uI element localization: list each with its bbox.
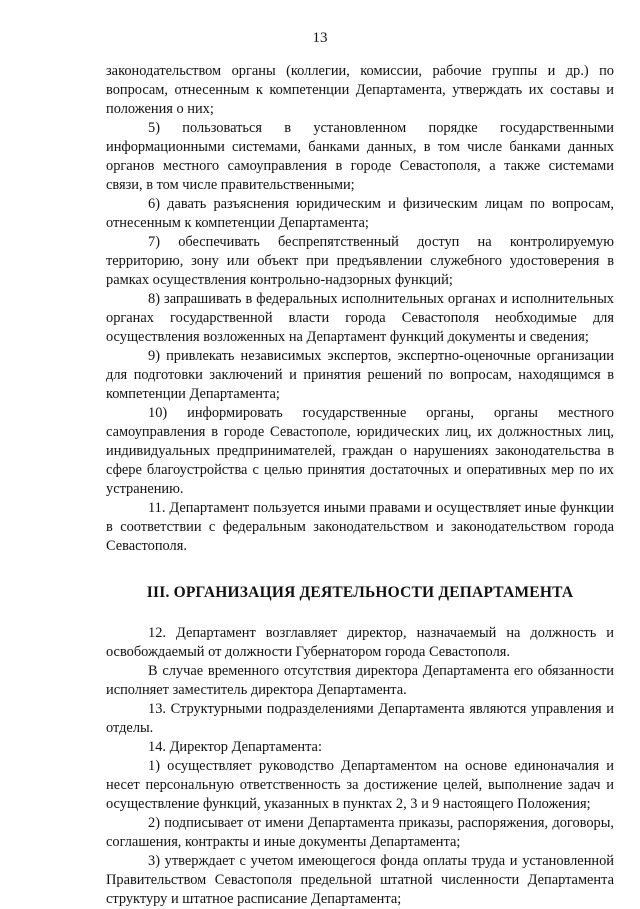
paragraph: В случае временного отсутствия директора Департамента его обязанности исполняет заместитель директора Департамента.	[106, 663, 614, 698]
paragraph: 8) запрашивать в федеральных исполнительных органах и исполнительных органах государственной власти города Севастополя необходимые для осуществления возложенных на Департамент функций документы и сведения;	[106, 291, 614, 345]
paragraph: 3) утверждает с учетом имеющегося фонда оплаты труда и установленной Правительством Севастополя предельной штатной численности Департамента структуру и штатное расписание Департамента;	[106, 853, 614, 907]
paragraph: 7) обеспечивать беспрепятственный доступ на контролируемую территорию, зону или объект при предъявлении служебного удостоверения в рамках осуществления контрольно-надзорных функций;	[106, 234, 614, 288]
section-heading: III. ОРГАНИЗАЦИЯ ДЕЯТЕЛЬНОСТИ ДЕПАРТАМЕНТА	[146, 584, 574, 601]
paragraph: 11. Департамент пользуется иными правами и осуществляет иные функции в соответствии с федеральным законодательством и законодательством города Севастополя.	[106, 500, 614, 554]
paragraph: 5) пользоваться в установленном порядке государственными информационными системами, банками данных, в том числе банками данных органов местного самоуправления в городе Севастополя, а также системами связи, в том числе правительственными;	[106, 120, 614, 193]
document-body	[106, 62, 614, 909]
paragraph: 12. Департамент возглавляет директор, назначаемый на должность и освобождаемый от должности Губернатором города Севастополя.	[106, 625, 614, 660]
paragraph: 10) информировать государственные органы, органы местного самоуправления в городе Севастополе, юридических лиц, их должностных лиц, индивидуальных предпринимателей, граждан о нарушениях законодательства в сфере благоустройства с целью принятия достаточных и оперативных мер по их устранению.	[106, 405, 614, 497]
paragraph: 14. Директор Департамента:	[148, 739, 322, 755]
paragraph: 2) подписывает от имени Департамента приказы, распоряжения, договоры, соглашения, контракты и иные документы Департамента;	[106, 815, 614, 850]
page-number: 13	[312, 30, 328, 46]
paragraph: законодательством органы (коллегии, комиссии, рабочие группы и др.) по вопросам, отнесенным к компетенции Департамента, утверждать их составы и положения о них;	[106, 63, 614, 117]
paragraph: 13. Структурными подразделениями Департамента являются управления и отделы.	[106, 701, 614, 736]
paragraph: 9) привлекать независимых экспертов, экспертно-оценочные организации для подготовки заключений и принятия решений по вопросам, находящимся в компетенции Департамента;	[106, 348, 614, 402]
paragraph: 1) осуществляет руководство Департаментом на основе единоначалия и несет персональную ответственность за достижение целей, выполнение задач и осуществление функций, указанных в пунктах 2, 3 и 9 настоящего Положения;	[106, 758, 614, 812]
paragraph: 6) давать разъяснения юридическим и физическим лицам по вопросам, отнесенным к компетенции Департамента;	[106, 196, 614, 231]
